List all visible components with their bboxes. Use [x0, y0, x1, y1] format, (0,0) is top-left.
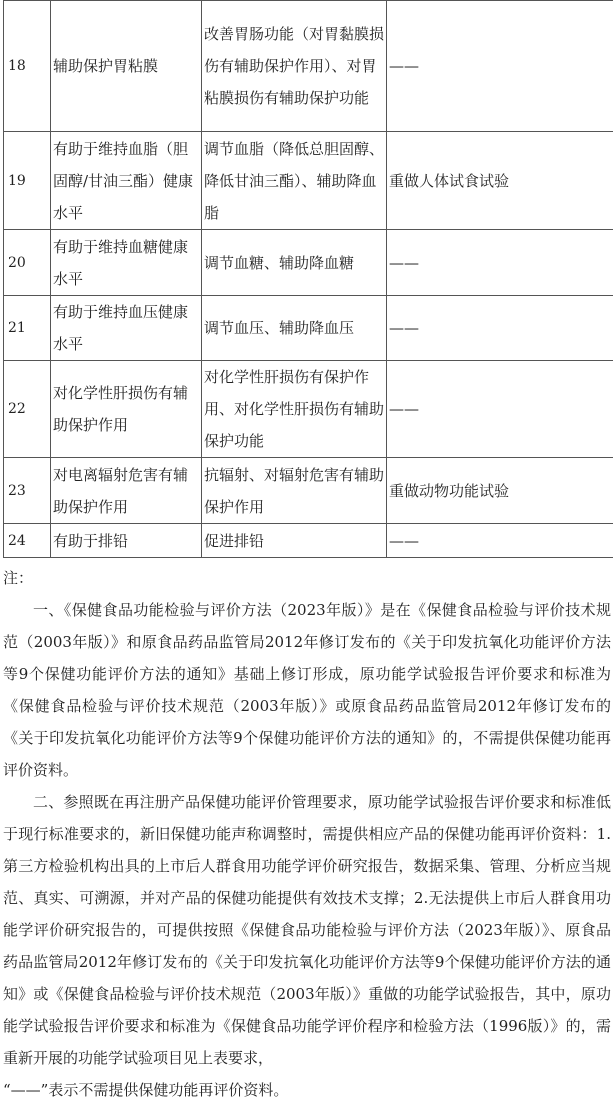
new-function-name: 有助于维持血糖健康水平 [51, 230, 202, 296]
reevaluation-requirement: 重做人体试食试验 [387, 132, 613, 230]
row-number: 22 [4, 361, 51, 458]
note-paragraph-2: 二、参照既在再注册产品保健功能评价管理要求，原功能学试验报告评价要求和标准低于现行标准要求的，新旧保健功能声称调整时，需提供相应产品的保健功能再评价资料：1. 第三方检验机构出具的上市后人群食用功能学评价研究报告，数据采集、管理、分析应当规范、真实、可溯源，并对产品的保健功能提供有效技术支撑；2.无法提供上市后人群食用功能学评价研究报告的，可提供按照《保健食品功能检验与评价方法（2023年版）》、原食品药品监管局2012年修订发布的《关于印发抗氧化功能评价方法等9个保健功能评价方法的通知》或《保健食品检验与评价技术规范（2003年版）》重做的功能学试验报告，其中，原功能学试验报告评价要求和标准为《保健食品功能学评价程序和检验方法（1996版）》的，需重新开展的功能学试验项目见上表要求， [3, 786, 611, 1074]
notes-heading: 注： [3, 562, 611, 594]
original-function-claim: 改善胃肠功能（对胃黏膜损伤有辅助保护作用）、对胃粘膜损伤有辅助保护功能 [202, 1, 387, 132]
new-function-name: 对化学性肝损伤有辅助保护作用 [51, 361, 202, 458]
table-row [4, 296, 613, 361]
reevaluation-requirement: —— [387, 296, 613, 361]
original-function-claim: 调节血糖、辅助降血糖 [202, 230, 387, 296]
row-number: 23 [4, 458, 51, 524]
reevaluation-requirement: 重做动物功能试验 [387, 458, 613, 524]
row-number: 21 [4, 296, 51, 361]
function-table [3, 0, 613, 558]
row-number: 18 [4, 1, 51, 132]
new-function-name: 对电离辐射危害有辅助保护作用 [51, 458, 202, 524]
new-function-name: 有助于排铅 [51, 524, 202, 558]
notes-section [3, 562, 611, 1106]
new-function-name: 有助于维持血压健康水平 [51, 296, 202, 361]
note-paragraph-1: 一、《保健食品功能检验与评价方法（2023年版）》是在《保健食品检验与评价技术规范（2003年版）》和原食品药品监管局2012年修订发布的《关于印发抗氧化功能评价方法等9个保健功能评价方法的通知》基础上修订形成，原功能学试验报告评价要求和标准为《保健食品检验与评价技术规范（2003年版）》或原食品药品监管局2012年修订发布的《关于印发抗氧化功能评价方法等9个保健功能评价方法的通知》的，不需提供保健功能再评价资料。 [3, 594, 611, 786]
reevaluation-requirement: —— [387, 361, 613, 458]
new-function-name: 辅助保护胃粘膜 [51, 1, 202, 132]
table-row [4, 361, 613, 458]
reevaluation-requirement: —— [387, 230, 613, 296]
reevaluation-requirement: —— [387, 1, 613, 132]
table-row [4, 1, 613, 132]
new-function-name: 有助于维持血脂（胆固醇/甘油三酯）健康水平 [51, 132, 202, 230]
original-function-claim: 对化学性肝损伤有保护作用、对化学性肝损伤有辅助保护功能 [202, 361, 387, 458]
reevaluation-requirement: —— [387, 524, 613, 558]
original-function-claim: 促进排铅 [202, 524, 387, 558]
table-row [4, 524, 613, 558]
function-table-body [4, 1, 613, 558]
table-row [4, 230, 613, 296]
row-number: 24 [4, 524, 51, 558]
table-row [4, 132, 613, 230]
row-number: 19 [4, 132, 51, 230]
original-function-claim: 调节血压、辅助降血压 [202, 296, 387, 361]
row-number: 20 [4, 230, 51, 296]
original-function-claim: 调节血脂（降低总胆固醇、降低甘油三酯）、辅助降血脂 [202, 132, 387, 230]
note-paragraph-3: “——”表示不需提供保健功能再评价资料。 [3, 1074, 611, 1106]
table-row [4, 458, 613, 524]
original-function-claim: 抗辐射、对辐射危害有辅助保护作用 [202, 458, 387, 524]
